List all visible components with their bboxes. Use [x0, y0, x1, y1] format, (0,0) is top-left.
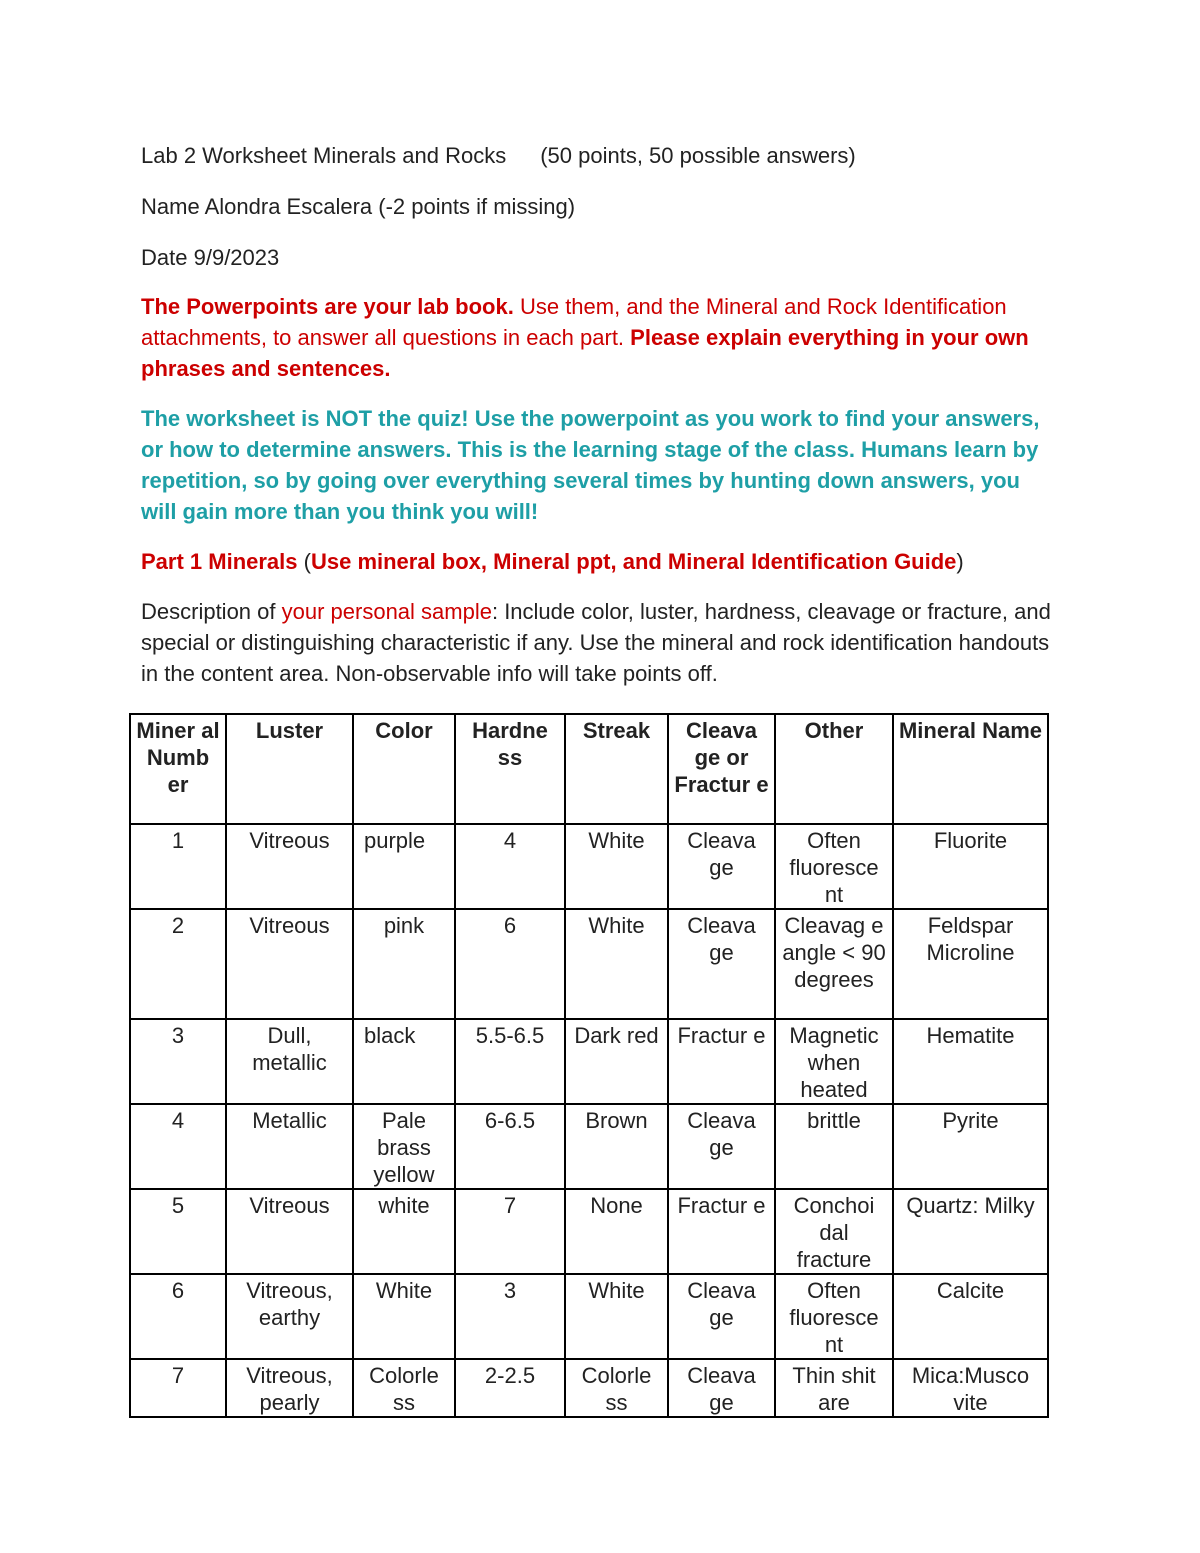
cell-number: 3	[130, 1019, 226, 1104]
cell-streak: White	[565, 1274, 668, 1359]
cell-streak: None	[565, 1189, 668, 1274]
cell-number: 2	[130, 909, 226, 1019]
cell-hardness: 7	[455, 1189, 565, 1274]
cell-luster: Metallic	[226, 1104, 353, 1189]
cell-hardness: 6	[455, 909, 565, 1019]
cell-cleavage: Cleava ge	[668, 1359, 775, 1417]
cell-number: 6	[130, 1274, 226, 1359]
header-mineral-number: Miner al Numb er	[130, 714, 226, 824]
table-row	[130, 824, 1048, 909]
table-row	[130, 1359, 1048, 1417]
cell-mineral-name: Calcite	[893, 1274, 1048, 1359]
cell-hardness: 6-6.5	[455, 1104, 565, 1189]
cell-streak: Colorle ss	[565, 1359, 668, 1417]
part1-paren-close: )	[956, 549, 964, 574]
cell-other: Conchoi dal fracture	[775, 1189, 893, 1274]
cell-color: Colorle ss	[353, 1359, 455, 1417]
header-other: Other	[775, 714, 893, 824]
cell-color: black	[353, 1019, 455, 1104]
part1-heading-line	[141, 546, 1061, 577]
cell-luster: Dull, metallic	[226, 1019, 353, 1104]
cell-mineral-name: Pyrite	[893, 1104, 1048, 1189]
cell-other: brittle	[775, 1104, 893, 1189]
instructions-use-them: Use them, and the Mineral and Rock Identification attachments, to answer all questions in each part.	[141, 294, 1007, 350]
worksheet-title: Lab 2 Worksheet Minerals and Rocks	[141, 143, 507, 168]
cell-streak: Dark red	[565, 1019, 668, 1104]
cell-other: Thin shit are	[775, 1359, 893, 1417]
cell-streak: White	[565, 909, 668, 1019]
table-row	[130, 1019, 1048, 1104]
cell-other: Cleavag e angle < 90 degrees	[775, 909, 893, 1019]
cell-mineral-name: Hematite	[893, 1019, 1048, 1104]
name-note: (-2 points if missing)	[378, 194, 576, 219]
instructions-lab-book: The Powerpoints are your lab book.	[141, 294, 514, 319]
instructions-red-paragraph	[141, 291, 1061, 384]
cell-number: 5	[130, 1189, 226, 1274]
part1-description	[141, 596, 1061, 689]
table-row	[130, 909, 1048, 1019]
cell-cleavage: Cleava ge	[668, 909, 775, 1019]
cell-hardness: 3	[455, 1274, 565, 1359]
cell-number: 1	[130, 824, 226, 909]
description-start: Description of	[141, 599, 282, 624]
table-row	[130, 1189, 1048, 1274]
cell-color: purple	[353, 824, 455, 909]
cell-color: white	[353, 1189, 455, 1274]
cell-other: Often fluoresce nt	[775, 1274, 893, 1359]
header-color: Color	[353, 714, 455, 824]
description-rest: : Include color, luster, hardness, cleavage or fracture, and special or distinguishing characteristic if any. Use the mineral and rock identification handouts in the content area. Non-observable info will take points off.	[141, 599, 1051, 686]
cell-hardness: 4	[455, 824, 565, 909]
cell-cleavage: Cleava ge	[668, 1104, 775, 1189]
cell-streak: Brown	[565, 1104, 668, 1189]
header-streak: Streak	[565, 714, 668, 824]
description-highlight: your personal sample	[281, 599, 492, 624]
cell-other: Often fluoresce nt	[775, 824, 893, 909]
name-line	[141, 191, 1061, 222]
cell-cleavage: Cleava ge	[668, 1274, 775, 1359]
date-line	[141, 242, 1061, 273]
instructions-teal-paragraph: The worksheet is NOT the quiz! Use the powerpoint as you work to find your answers, or how to determine answers. This is the learning stage of the class. Humans learn by repetition, so by going over everything several times by hunting down answers, you will gain more than you think you will!	[141, 406, 1040, 524]
cell-color: Pale brass yellow	[353, 1104, 455, 1189]
cell-luster: Vitreous, earthy	[226, 1274, 353, 1359]
part1-paren-open: (	[297, 549, 311, 574]
header-cleavage: Cleava ge or Fractur e	[668, 714, 775, 824]
cell-hardness: 5.5-6.5	[455, 1019, 565, 1104]
cell-luster: Vitreous	[226, 824, 353, 909]
minerals-table	[129, 713, 1049, 1418]
cell-mineral-name: Feldspar Microline	[893, 909, 1048, 1019]
cell-number: 4	[130, 1104, 226, 1189]
cell-color: pink	[353, 909, 455, 1019]
worksheet-page	[141, 140, 1061, 708]
table-row	[130, 1104, 1048, 1189]
cell-luster: Vitreous	[226, 1189, 353, 1274]
cell-mineral-name: Quartz: Milky	[893, 1189, 1048, 1274]
cell-luster: Vitreous	[226, 909, 353, 1019]
table-row	[130, 1274, 1048, 1359]
date-label: Date	[141, 245, 188, 270]
cell-color: White	[353, 1274, 455, 1359]
date-value: 9/9/2023	[193, 245, 280, 270]
header-luster: Luster	[226, 714, 353, 824]
cell-cleavage: Fractur e	[668, 1189, 775, 1274]
cell-cleavage: Cleava ge	[668, 824, 775, 909]
cell-cleavage: Fractur e	[668, 1019, 775, 1104]
part1-guide: Use mineral box, Mineral ppt, and Mineral Identification Guide	[310, 549, 957, 574]
cell-streak: White	[565, 824, 668, 909]
header-hardness: Hardne ss	[455, 714, 565, 824]
student-name: Alondra Escalera	[204, 194, 373, 219]
worksheet-title-line	[141, 140, 1061, 171]
cell-other: Magnetic when heated	[775, 1019, 893, 1104]
cell-mineral-name: Mica:Musco vite	[893, 1359, 1048, 1417]
cell-number: 7	[130, 1359, 226, 1417]
name-label: Name	[141, 194, 200, 219]
instructions-explain: Please explain everything in your own phrases and sentences.	[141, 325, 1029, 381]
cell-mineral-name: Fluorite	[893, 824, 1048, 909]
cell-hardness: 2-2.5	[455, 1359, 565, 1417]
cell-luster: Vitreous, pearly	[226, 1359, 353, 1417]
header-mineral-name: Mineral Name	[893, 714, 1048, 824]
table-header-row	[130, 714, 1048, 824]
part1-heading: Part 1 Minerals	[141, 549, 298, 574]
points-note: (50 points, 50 possible answers)	[540, 143, 856, 168]
